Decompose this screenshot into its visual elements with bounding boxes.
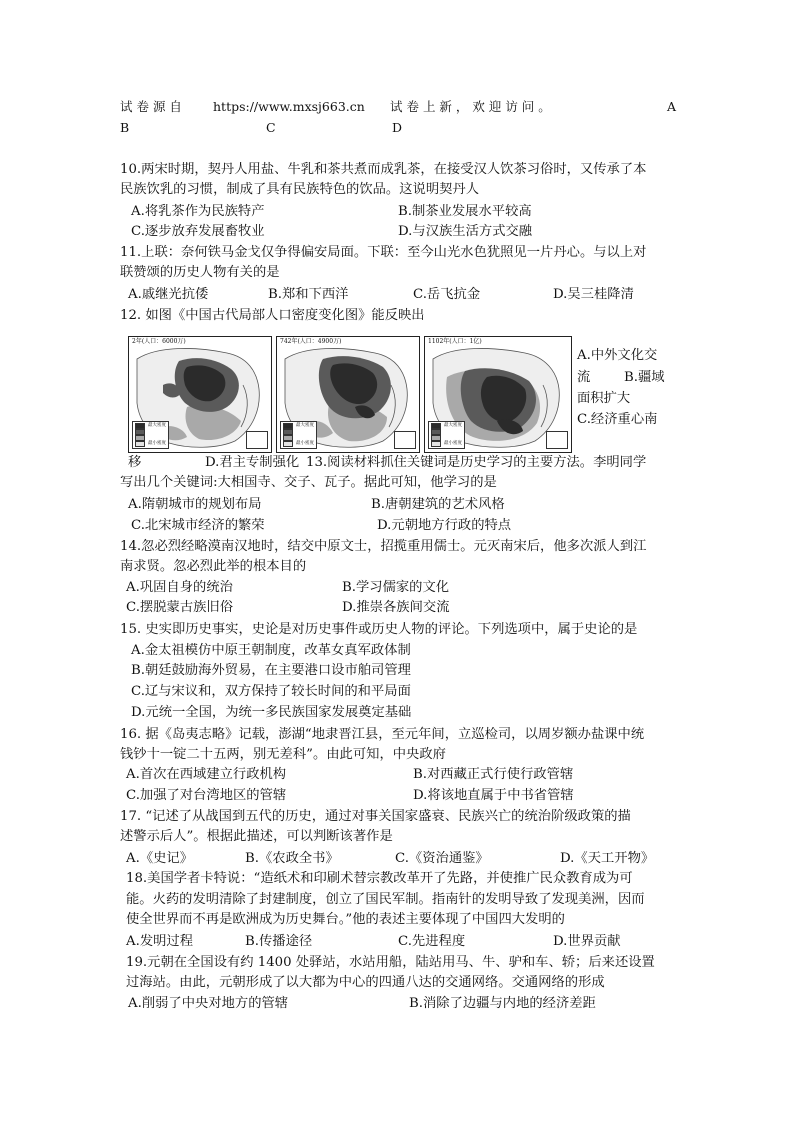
q15-option-b: B.朝廷鼓励海外贸易，在主要港口设市舶司管理 <box>131 663 411 678</box>
q14-option-c: C.摆脱蒙古族旧俗 <box>126 600 234 615</box>
q15-stem: 15. 史实即历史事实，史论是对历史事件或历史人物的评论。下列选项中，属于史论的是 <box>120 622 638 637</box>
q10-option-d: D.与汉族生活方式交融 <box>398 224 533 239</box>
q19-stem-line2: 过海站。由此，元朝形成了以大都为中心的四通八达的交通网络。交通网络的形成 <box>126 975 605 990</box>
q12-option-c-part1: C.经济重心南 <box>577 412 658 427</box>
q15-option-d: D.元统一全国，为统一多民族国家发展奠定基础 <box>131 705 412 720</box>
q12-option-b-part2: 面积扩大 <box>577 391 631 406</box>
population-map-2 <box>276 336 420 453</box>
population-map-1-title: 2年(人口：6000万) <box>132 338 186 345</box>
q16-option-c: C.加强了对台湾地区的管辖 <box>126 788 287 803</box>
legend-label-min: 最小密度 <box>296 441 314 446</box>
q11-option-d: D.吴三桂降清 <box>553 287 634 302</box>
population-map-2-legend <box>280 421 317 449</box>
header-option-d: D <box>392 120 403 135</box>
population-map-3 <box>424 336 572 453</box>
q10-stem-line2: 民族饮乳的习惯，制成了具有民族特色的饮品。这说明契丹人 <box>120 182 480 197</box>
q18-option-b: B.传播途径 <box>245 934 313 949</box>
population-map-2-title: 742年(人口：4900万) <box>280 338 342 345</box>
q16-stem-line1: 16. 据《岛夷志略》记载，澎湖“地隶晋江县，至元年间，立巡检司，以周岁额办盐课中统 <box>120 727 645 742</box>
q12-stem: 12. 如图《中国古代局部人口密度变化图》能反映出 <box>120 308 425 323</box>
population-map-1 <box>128 336 272 453</box>
legend-label-max: 最大密度 <box>148 423 166 428</box>
q18-stem-line2: 能。火药的发明清除了封建制度，创立了国民军制。指南针的发明导致了发现美洲，因而 <box>126 892 645 907</box>
population-map-3-inset <box>546 431 568 449</box>
q19-option-a: A.削弱了中央对地方的管辖 <box>128 996 289 1011</box>
legend-label-min: 最小密度 <box>148 441 166 446</box>
q17-option-a: A.《史记》 <box>126 851 194 866</box>
q10-option-b: B.制茶业发展水平较高 <box>398 204 532 219</box>
legend-label-max: 最大密度 <box>444 423 462 428</box>
population-map-3-title: 1102年(人口：1亿) <box>428 338 482 345</box>
q14-stem-line1: 14.忽必烈经略漠南汉地时，结交中原文士，招揽重用儒士。元灭南宋后，他多次派人到江 <box>120 539 647 554</box>
q16-stem-line2: 钱钞十一锭二十五两，别无差科”。由此可知，中央政府 <box>120 747 446 762</box>
q11-option-c: C.岳飞抗金 <box>413 287 481 302</box>
q18-option-c: C.先进程度 <box>398 934 466 949</box>
q12-option-a-part2: 流 <box>577 370 591 385</box>
header-slogan: 试 卷 上 新 ， 欢 迎 访 问 。 <box>390 99 551 114</box>
population-map-1-legend <box>132 421 169 449</box>
q11-stem-line1: 11.上联：奈何铁马金戈仅争得偏安局面。下联：至今山光水色犹照见一片丹心。与以上对 <box>120 245 647 260</box>
q10-option-c: C.逐步放弃发展畜牧业 <box>131 224 265 239</box>
header-option-b: B <box>120 120 130 135</box>
q11-stem-line2: 联赞颂的历史人物有关的是 <box>120 265 280 280</box>
population-map-2-inset <box>394 431 416 449</box>
q19-stem-line1: 19.元朝在全国设有约 1400 处驿站，水站用船，陆站用马、牛、驴和车、轿；后来还设置 <box>126 955 655 970</box>
population-map-3-legend <box>428 421 465 449</box>
header-option-a: A <box>667 99 677 114</box>
q10-option-a: A.将乳茶作为民族特产 <box>131 204 265 219</box>
q17-stem-line1: 17. “记述了从战国到五代的历史，通过对事关国家盛衰、民族兴亡的统治阶级政策的描 <box>120 809 631 824</box>
q14-stem-line2: 南求贤。忽必烈此举的根本目的 <box>120 559 307 574</box>
q13-option-d: D.元朝地方行政的特点 <box>377 518 512 533</box>
q14-option-b: B.学习儒家的文化 <box>342 580 450 595</box>
q11-option-b: B.郑和下西洋 <box>268 287 349 302</box>
header-option-c: C <box>266 120 276 135</box>
q15-option-c: C.辽与宋议和，双方保持了较长时间的和平局面 <box>131 684 411 699</box>
q12-option-d: D.君主专制强化 <box>205 455 300 470</box>
q15-option-a: A.金太祖模仿中原王朝制度，改革女真军政体制 <box>131 643 411 658</box>
q17-option-c: C.《资治通鉴》 <box>395 851 489 866</box>
legend-label-max: 最大密度 <box>296 423 314 428</box>
q16-option-a: A.首次在西域建立行政机构 <box>126 767 287 782</box>
q13-option-c: C.北宋城市经济的繁荣 <box>131 518 265 533</box>
q14-option-a: A.巩固自身的统治 <box>126 580 233 595</box>
q14-option-d: D.推崇各族间交流 <box>342 600 450 615</box>
header-source-label: 试 卷 源 自 <box>120 99 182 114</box>
q13-option-a: A.隋朝城市的规划布局 <box>128 497 262 512</box>
q10-stem-line1: 10.两宋时期，契丹人用盐、牛乳和茶共煮而成乳茶，在接受汉人饮茶习俗时，又传承了本 <box>120 162 647 177</box>
q12-option-a-part1: A.中外文化交 <box>577 348 658 363</box>
q13-stem-line2: 写出几个关键词:大相国寺、交子、瓦子。据此可知，他学习的是 <box>120 475 497 490</box>
population-map-1-inset <box>246 431 268 449</box>
q16-option-d: D.将该地直属于中书省管辖 <box>413 788 574 803</box>
q13-option-b: B.唐朝建筑的艺术风格 <box>371 497 505 512</box>
q17-option-d: D.《天工开物》 <box>560 851 655 866</box>
q17-option-b: B.《农政全书》 <box>245 851 339 866</box>
q19-option-b: B.消除了边疆与内地的经济差距 <box>409 996 596 1011</box>
q12-option-c-part2: 移 <box>128 455 142 470</box>
q18-stem-line1: 18.美国学者卡特说：“造纸术和印刷术替宗教改革开了先路，并使推广民众教育成为可 <box>126 871 633 886</box>
q18-option-a: A.发明过程 <box>126 934 194 949</box>
q16-option-b: B.对西藏正式行使行政管辖 <box>413 767 574 782</box>
q13-stem-line1: 13.阅读材料抓住关键词是历史学习的主要方法。李明同学 <box>306 455 647 470</box>
q17-stem-line2: 述警示后人”。根据此描述，可以判断该著作是 <box>120 829 393 844</box>
q11-option-a: A.戚继光抗倭 <box>128 287 209 302</box>
legend-label-min: 最小密度 <box>444 441 462 446</box>
q18-option-d: D.世界贡献 <box>553 934 621 949</box>
q18-stem-line3: 使全世界而不再是欧洲成为历史舞台。”他的表述主要体现了中国四大发明的 <box>126 912 565 927</box>
q12-option-b-part1: B.疆域 <box>624 370 665 385</box>
header-url[interactable]: https://www.mxsj663.cn <box>213 99 365 114</box>
